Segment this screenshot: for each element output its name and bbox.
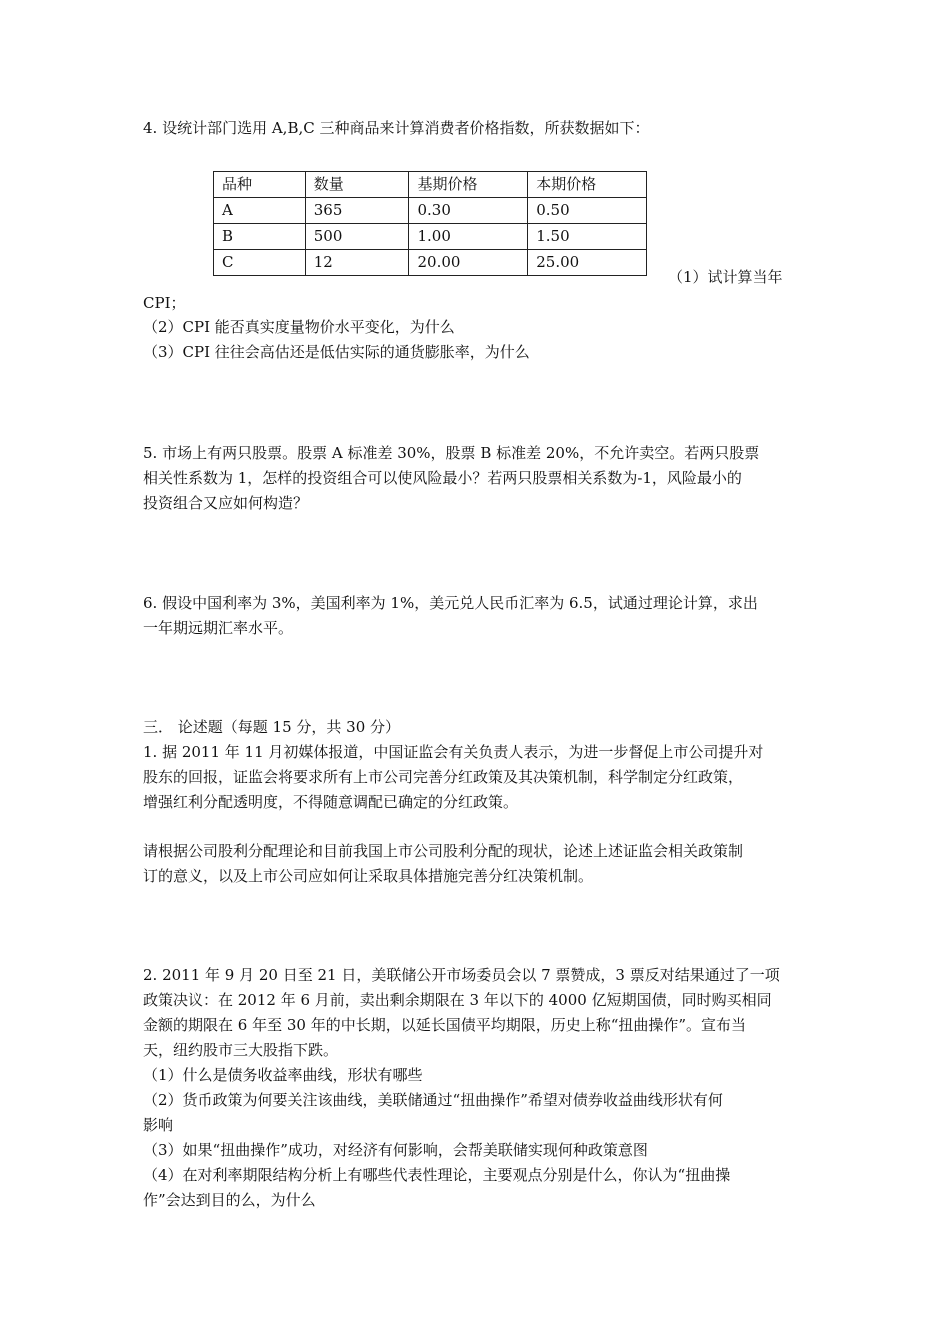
- table-header-row: [214, 172, 647, 198]
- essay2-sub: （4）在对利率期限结构分析上有哪些代表性理论，主要观点分别是什么，你认为“扭曲操: [143, 1166, 731, 1184]
- q6-line: 一年期远期汇率水平。: [143, 619, 294, 637]
- essay2-line: 金额的期限在 6 年至 30 年的中长期，以延长国债平均期限，历史上称“扭曲操作”。宣布当: [143, 1016, 747, 1034]
- essay1-line: 请根据公司股利分配理论和目前我国上市公司股利分配的现状，论述上述证监会相关政策制: [143, 842, 744, 860]
- section3-heading: 三． 论述题（每题 15 分，共 30 分）: [143, 718, 401, 736]
- q4-sub1-part2: CPI；: [143, 294, 186, 312]
- table-header-cell: 本期价格: [528, 172, 647, 198]
- table-cell: B: [214, 224, 306, 250]
- q5-line: 相关性系数为 1，怎样的投资组合可以使风险最小？若两只股票相关系数为-1，风险最小的: [143, 469, 742, 487]
- essay2-sub: （2）货币政策为何要关注该曲线，美联储通过“扭曲操作”希望对债券收益曲线形状有何: [143, 1091, 723, 1109]
- essay2-sub: （1）什么是债务收益率曲线，形状有哪些: [143, 1066, 423, 1084]
- q4-sub1-part1: （1）试计算当年: [668, 268, 783, 286]
- table-cell: 365: [305, 198, 409, 224]
- essay1-line: 股东的回报，证监会将要求所有上市公司完善分红政策及其决策机制，科学制定分红政策，: [143, 768, 744, 786]
- table-row: [214, 224, 647, 250]
- essay2-sub: （3）如果“扭曲操作”成功，对经济有何影响，会帮美联储实现何种政策意图: [143, 1141, 648, 1159]
- essay1-line: 1. 据 2011 年 11 月初媒体报道，中国证监会有关负责人表示，为进一步督促上市公司提升对: [143, 743, 764, 761]
- essay1-line: 增强红利分配透明度，不得随意调配已确定的分红政策。: [143, 793, 519, 811]
- table-cell: 12: [305, 250, 409, 276]
- table-header-cell: 数量: [305, 172, 409, 198]
- essay2-line: 天，纽约股市三大股指下跌。: [143, 1041, 339, 1059]
- table-cell: A: [214, 198, 306, 224]
- q4-sub2: （2）CPI 能否真实度量物价水平变化，为什么: [143, 318, 455, 336]
- essay2-sub: 影响: [143, 1116, 174, 1134]
- table-cell: 0.50: [528, 198, 647, 224]
- cpi-data-table: [213, 171, 647, 276]
- table-header-cell: 基期价格: [409, 172, 528, 198]
- q6-line: 6. 假设中国利率为 3%，美国利率为 1%，美元兑人民币汇率为 6.5，试通过理论计算，求出: [143, 594, 758, 612]
- essay2-line: 政策决议：在 2012 年 6 月前，卖出剩余期限在 3 年以下的 4000 亿短期国债，同时购买相同: [143, 991, 772, 1009]
- table-cell: 20.00: [409, 250, 528, 276]
- q5-line: 5. 市场上有两只股票。股票 A 标准差 30%，股票 B 标准差 20%，不允许卖空。若两只股票: [143, 444, 760, 462]
- table-row: [214, 250, 647, 276]
- table-cell: 1.00: [409, 224, 528, 250]
- essay2-sub: 作”会达到目的么，为什么: [143, 1191, 316, 1209]
- table-cell: 1.50: [528, 224, 647, 250]
- table-cell: 25.00: [528, 250, 647, 276]
- q5-line: 投资组合又应如何构造？: [143, 494, 309, 512]
- table-header-cell: 品种: [214, 172, 306, 198]
- table-cell: C: [214, 250, 306, 276]
- q4-stem: 4. 设统计部门选用 A,B,C 三种商品来计算消费者价格指数，所获数据如下：: [143, 119, 650, 137]
- q4-sub3: （3）CPI 往往会高估还是低估实际的通货膨胀率，为什么: [143, 343, 530, 361]
- table-row: [214, 198, 647, 224]
- table-cell: 0.30: [409, 198, 528, 224]
- table-cell: 500: [305, 224, 409, 250]
- essay2-line: 2. 2011 年 9 月 20 日至 21 日，美联储公开市场委员会以 7 票赞成，3 票反对结果通过了一项: [143, 966, 780, 984]
- essay1-line: 订的意义，以及上市公司应如何让采取具体措施完善分红决策机制。: [143, 867, 594, 885]
